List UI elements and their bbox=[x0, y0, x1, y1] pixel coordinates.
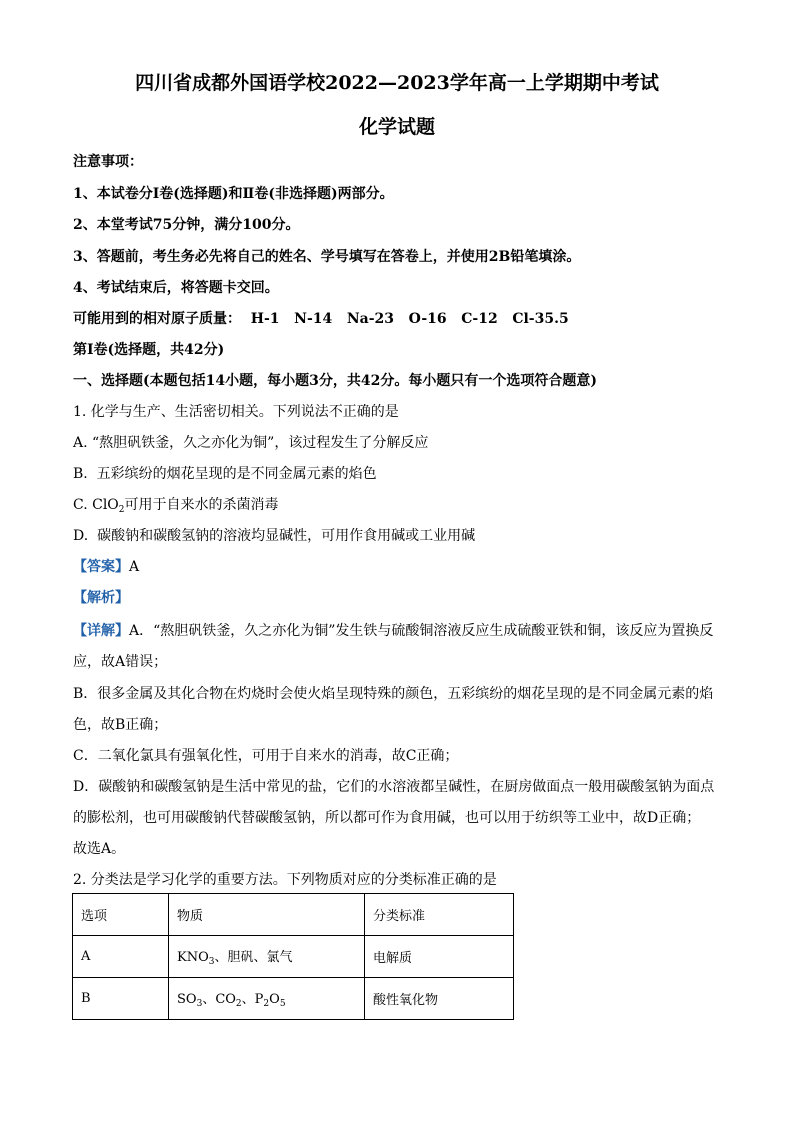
q1-option-c-prefix: C. ClO bbox=[73, 497, 119, 513]
detail-text: A．“熬胆矾铁釜，久之亦化为铜”发生铁与硫酸铜溶液反应生成硫酸亚铁和铜，该反应为置换反 bbox=[129, 623, 714, 639]
row-a-standard: 电解质 bbox=[365, 936, 514, 978]
q2-table bbox=[72, 893, 514, 1020]
formula-part: O bbox=[269, 992, 280, 1007]
header-substance: 物质 bbox=[169, 894, 365, 936]
row-a-substance bbox=[169, 936, 365, 978]
q1-detail-line-2: 应，故A错误； bbox=[73, 654, 168, 670]
exam-subtitle: 化学试题 bbox=[358, 116, 435, 138]
formula-subscript: 2 bbox=[235, 999, 242, 1009]
table-header-row bbox=[73, 894, 514, 936]
table-row bbox=[73, 978, 514, 1020]
formula-subscript: 3 bbox=[208, 957, 215, 967]
answer-value: A bbox=[129, 559, 140, 575]
row-b-substance bbox=[169, 978, 365, 1020]
row-b-standard: 酸性氧化物 bbox=[365, 978, 514, 1020]
q1-detail-line-6: D．碳酸钠和碳酸氢钠是生活中常见的盐，它们的水溶液都呈碱性，在厨房做面点一般用碳酸氢钠为面点 bbox=[73, 779, 715, 795]
part1-heading: 第Ⅰ卷(选择题，共42分) bbox=[73, 342, 225, 358]
formula-subscript: 2 bbox=[263, 999, 270, 1009]
section-heading: 一、选择题(本题包括14小题，每小题3分，共42分。每小题只有一个选项符合题意) bbox=[73, 373, 597, 389]
q1-option-b: B. 五彩缤纷的烟花呈现的是不同金属元素的焰色 bbox=[73, 466, 377, 482]
q1-option-d: D. 碳酸钠和碳酸氢钠的溶液均显碱性，可用作食用碱或工业用碱 bbox=[73, 528, 476, 544]
notice-item-1: 1、本试卷分Ⅰ卷(选择题)和Ⅱ卷(非选择题)两部分。 bbox=[73, 186, 394, 202]
exam-title: 四川省成都外国语学校2022—2023学年高一上学期期中考试 bbox=[135, 72, 659, 94]
q1-answer bbox=[73, 556, 139, 576]
q1-option-c bbox=[73, 494, 279, 515]
q1-option-a: A. “熬胆矾铁釜，久之亦化为铜”，该过程发生了分解反应 bbox=[73, 435, 429, 451]
answer-label: 【答案】 bbox=[73, 559, 129, 575]
q1-option-c-subscript: 2 bbox=[118, 505, 125, 515]
q2-stem: 2. 分类法是学习化学的重要方法。下列物质对应的分类标准正确的是 bbox=[73, 872, 497, 888]
formula-subscript: 5 bbox=[279, 999, 286, 1009]
header-option: 选项 bbox=[73, 894, 169, 936]
formula-part: 、P bbox=[241, 992, 264, 1007]
formula-part: SO bbox=[177, 992, 197, 1007]
formula-part: KNO bbox=[177, 950, 209, 965]
q1-stem: 1. 化学与生产、生活密切相关。下列说法不正确的是 bbox=[73, 404, 399, 420]
detail-label: 【详解】 bbox=[73, 623, 129, 639]
q1-detail-line-1 bbox=[73, 620, 713, 640]
notice-item-4: 4、考试结束后，将答题卡交回。 bbox=[73, 280, 279, 296]
q1-option-c-suffix: 可用于自来水的杀菌消毒 bbox=[124, 497, 279, 513]
q1-detail-line-8: 故选A。 bbox=[73, 841, 126, 857]
formula-part: 、CO bbox=[202, 992, 236, 1007]
formula-subscript: 3 bbox=[196, 999, 203, 1009]
row-a-option: A bbox=[73, 936, 169, 978]
notice-heading: 注意事项： bbox=[73, 154, 143, 170]
atomic-mass-line: 可能用到的相对原子质量： H-1 N-14 Na-23 O-16 C-12 Cl-35.5 bbox=[73, 311, 569, 327]
q1-detail-line-5: C．二氧化氯具有强氧化性，可用于自来水的消毒，故C正确； bbox=[73, 748, 459, 764]
formula-part: 、胆矾、氯气 bbox=[214, 950, 293, 965]
q1-detail-line-3: B．很多金属及其化合物在灼烧时会使火焰呈现特殊的颜色，五彩缤纷的烟花呈现的是不同金属元素的焰 bbox=[73, 686, 714, 702]
header-standard: 分类标准 bbox=[365, 894, 514, 936]
notice-item-2: 2、本堂考试75分钟，满分100分。 bbox=[73, 217, 300, 233]
q1-detail-line-4: 色，故B正确； bbox=[73, 717, 168, 733]
notice-item-3: 3、答题前，考生务必先将自己的姓名、学号填写在答卷上，并使用2B铅笔填涂。 bbox=[73, 249, 581, 265]
q1-analysis bbox=[73, 587, 129, 607]
analysis-label: 【解析】 bbox=[73, 590, 129, 606]
row-b-option: B bbox=[73, 978, 169, 1020]
table-row bbox=[73, 936, 514, 978]
q1-detail-line-7: 的膨松剂，也可用碳酸钠代替碳酸氢钠，所以都可作为食用碱，也可以用于纺织等工业中，故D正确； bbox=[73, 810, 701, 826]
